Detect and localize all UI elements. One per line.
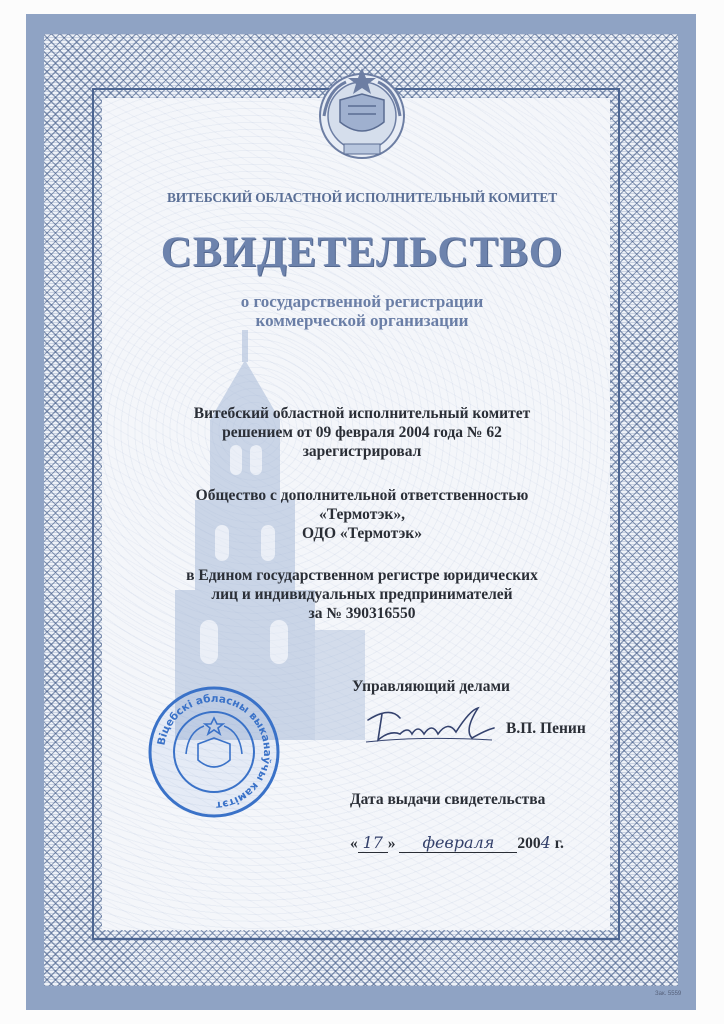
date-close-quote: » — [387, 835, 396, 852]
signatory-name: В.П. Пенин — [506, 720, 586, 737]
subtitle-line-1: о государственной регистрации — [240, 292, 484, 311]
issue-date-label: Дата выдачи свидетельства — [350, 791, 546, 808]
org-line-3: ОДО «Термотэк» — [302, 525, 422, 542]
issuer-header: ВИТЕБСКИЙ ОБЛАСТНОЙ ИСПОЛНИТЕЛЬНЫЙ КОМИТЕТ — [166, 190, 557, 205]
date-year-suffix: 4 — [540, 833, 551, 852]
reg-line-3: за № 390316550 — [308, 605, 416, 622]
print-code: Зак. 5559 — [655, 991, 682, 997]
decision-line-3: зарегистрировал — [302, 443, 422, 460]
org-line-1: Общество с дополнительной ответственностью — [195, 487, 529, 504]
signatory-title: Управляющий делами — [352, 678, 510, 695]
date-year-prefix: 200 — [517, 835, 541, 852]
decision-line-2: решением от 09 февраля 2004 года № 62 — [222, 424, 502, 441]
date-month: февраля — [399, 833, 517, 853]
decision-line-1: Витебский областной исполнительный комитет — [193, 405, 531, 422]
decision-paragraph — [0, 404, 724, 461]
date-year-unit: г. — [554, 835, 564, 852]
handwritten-signature — [360, 700, 500, 750]
certificate-subtitle — [0, 292, 724, 330]
issue-date — [350, 833, 564, 853]
subtitle-line-2: коммерческой организации — [255, 311, 469, 330]
register-paragraph — [0, 566, 724, 623]
date-open-quote: « — [350, 835, 358, 852]
certificate-title: СВИДЕТЕЛЬСТВО — [160, 229, 564, 276]
org-line-2: «Термотэк», — [319, 506, 405, 523]
reg-line-1: в Едином государственном регистре юридических — [186, 567, 538, 584]
coat-of-arms-emblem — [310, 60, 414, 164]
date-day: 17 — [358, 833, 388, 853]
reg-line-2: лиц и индивидуальных предпринимателей — [211, 586, 513, 603]
official-stamp — [146, 684, 282, 820]
stamp-text: Віцебскі абласны выканаўчы камітэт — [155, 692, 274, 812]
organization-paragraph — [0, 486, 724, 543]
